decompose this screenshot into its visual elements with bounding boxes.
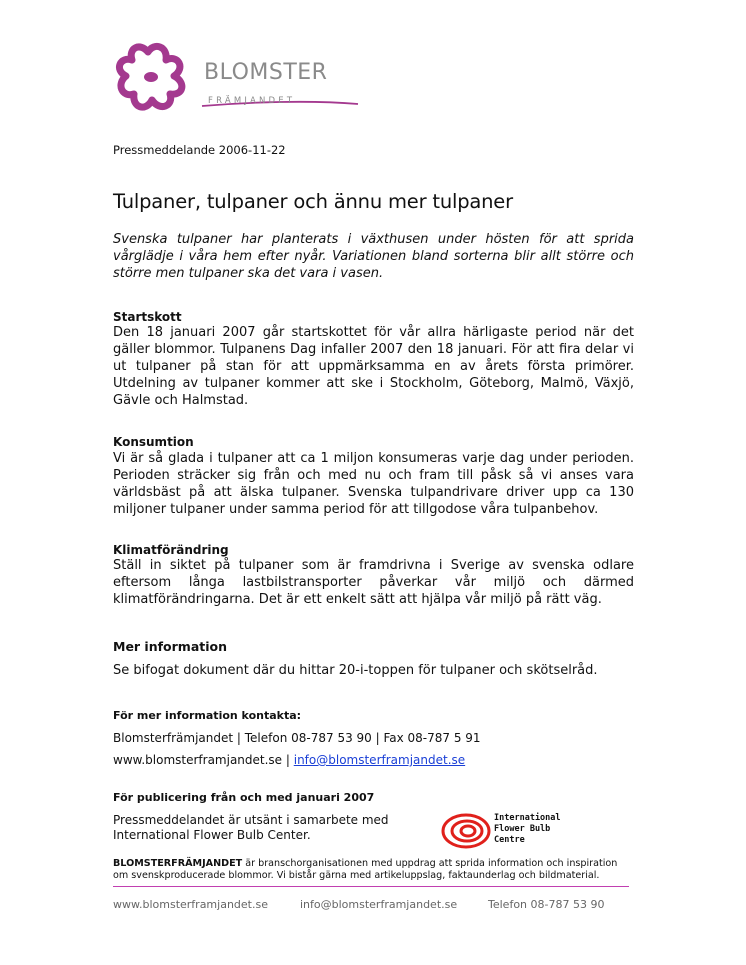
lede-paragraph: Svenska tulpaner har planterats i växthusen under hösten för att sprida vårglädje i våra hem efter nyår. Variationen bland sorterna blir allt större och större men tulpaner ska det vara i vasen. [113,232,634,281]
contact-website: www.blomsterframjandet.se [113,753,283,767]
ifbc-wordmark [494,813,561,846]
section-body-konsumtion: Vi är så glada i tulpaner att ca 1 miljon konsumeras varje dag under perioden. Perioden sträcker sig från och med nu och fram till påsk så vi anses vara världsbäst på att älska tulpaner. Svenska tulpandrivare driver upp ca 130 miljoner tulpaner under samma period för att tillgodose våra tulpanbehov. [113,451,634,517]
ifbc-line-3: Centre [494,835,525,845]
footer-email: info@blomsterframjandet.se [300,898,458,911]
footer-divider [113,886,629,887]
footer-phone: Telefon 08-787 53 90 [488,898,605,911]
blomsterframjandet-logo [110,40,370,135]
ifbc-swirl-icon [440,812,492,850]
more-info-body: Se bifogat dokument där du hittar 20-i-toppen för tulpaner och skötselråd. [113,663,598,678]
logo-wordmark: BLOMSTER [204,60,328,85]
publish-line-2: International Flower Bulb Center. [113,828,311,842]
press-release-date: Pressmeddelande 2006-11-22 [113,143,286,157]
section-heading-konsumtion: Konsumtion [113,435,194,449]
contact-separator: | [282,753,294,767]
contact-heading: För mer information kontakta: [113,709,302,722]
section-body-klimatforandring: Ställ in siktet på tulpaner som är framdrivna i Sverige av svenska odlare eftersom långa lastbilstransporter påverkar vår miljö och därmed klimatförändringarna. Det är ett enkelt sätt att hjälpa vår miljö på rätt väg. [113,558,634,607]
contact-email-link[interactable]: info@blomsterframjandet.se [293,753,466,767]
ifbc-line-1: International [494,813,561,823]
section-body-startskott: Den 18 januari 2007 går startskottet för vår allra härligaste period när det gäller blommor. Tulpanens Dag infaller 2007 den 18 januari. För att fira delar vi ut tulpaner på stan för att uppmärksamma en av årets första primörer. Utdelning av tulpaner kommer att ske i Stockholm, Göteborg, Malmö, Växjö, Gävle och Halmstad. [113,325,634,408]
footnote-text: är branschorganisationen med uppdrag att sprida information och inspiration om svenskproducerade blommor. Vi bistår gärna med artikeluppslag, faktaunderlag och bildmaterial. [113,858,618,881]
flower-icon [110,40,370,135]
logo-subtitle: FRÄMJANDET [208,96,296,106]
footnote-org-name: BLOMSTERFRÄMJANDET [113,858,243,869]
publish-heading: För publicering från och med januari 2007 [113,791,375,804]
ifbc-line-2: Flower Bulb [494,824,551,834]
headline: Tulpaner, tulpaner och ännu mer tulpaner [113,190,513,213]
section-heading-klimatforandring: Klimatförändring [113,543,229,557]
ifbc-logo [440,812,580,850]
section-heading-startskott: Startskott [113,310,182,324]
contact-line: Blomsterfrämjandet | Telefon 08-787 53 90 | Fax 08-787 5 91 [113,731,481,745]
more-info-heading: Mer information [113,639,228,654]
publish-line-1: Pressmeddelandet är utsänt i samarbete med [113,813,389,827]
footer-website: www.blomsterframjandet.se [113,898,268,911]
organization-footnote [113,858,633,882]
contact-web-line [113,753,465,767]
